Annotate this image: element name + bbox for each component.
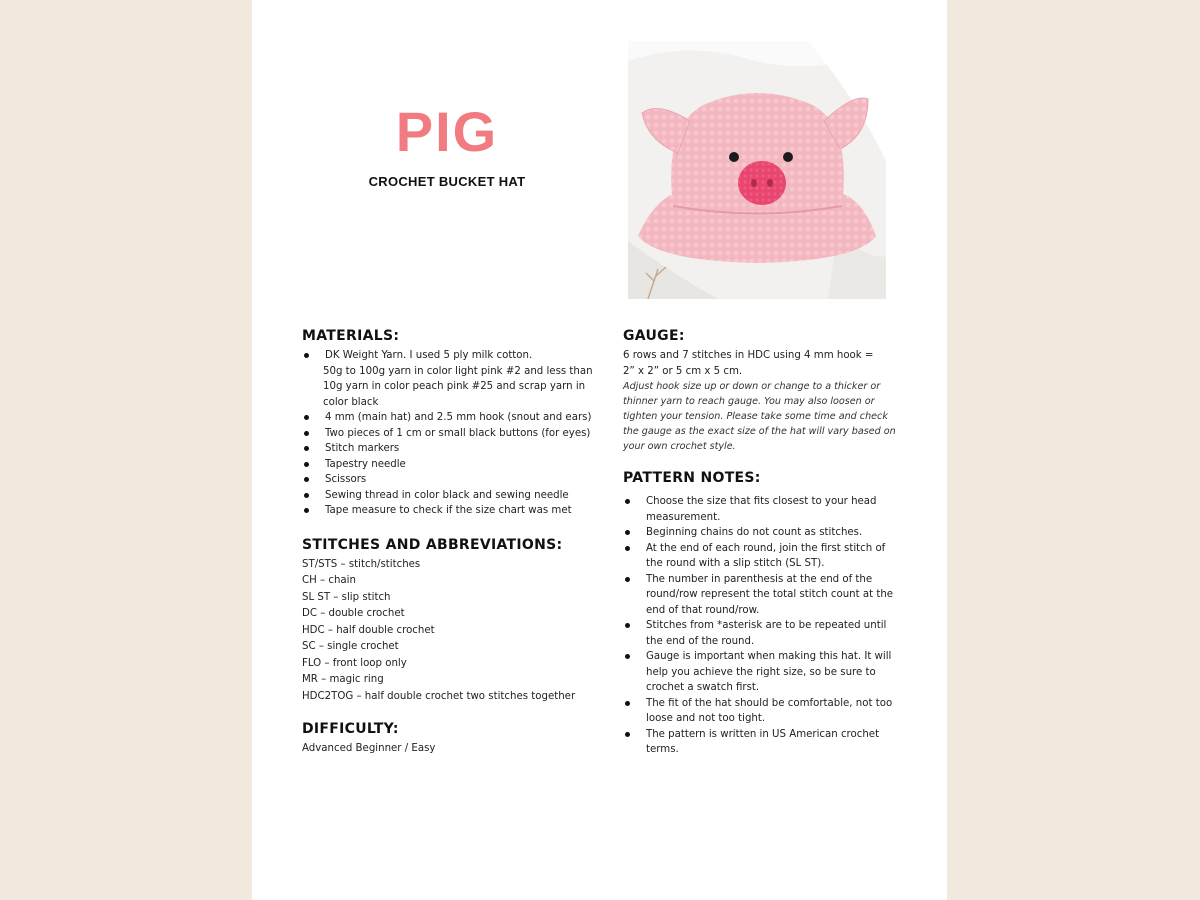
list-item: Choose the size that fits closest to your head measurement. — [623, 494, 903, 525]
difficulty-heading: DIFFICULTY: — [302, 721, 399, 737]
document-page — [252, 0, 947, 900]
list-item: Two pieces of 1 cm or small black buttons (for eyes) — [302, 426, 602, 442]
pattern-notes-list — [623, 494, 903, 758]
list-item: DK Weight Yarn. I used 5 ply milk cotton. — [302, 348, 602, 364]
list-item: SC – single crochet — [302, 641, 399, 652]
page-title: PIG — [395, 100, 499, 163]
page-subtitle: CROCHET BUCKET HAT — [368, 174, 526, 189]
list-item: Stitches from *asterisk are to be repeated until the end of the round. — [623, 618, 903, 649]
materials-list-rest — [302, 410, 602, 519]
gauge-heading: GAUGE: — [623, 328, 685, 344]
list-item: DC – double crochet — [302, 608, 405, 619]
list-item: HDC2TOG – half double crochet two stitches together — [302, 690, 576, 702]
list-item: 4 mm (main hat) and 2.5 mm hook (snout and ears) — [302, 410, 602, 426]
title-block — [322, 100, 572, 189]
list-item: CH – chain — [302, 575, 356, 586]
list-item: Scissors — [302, 472, 602, 488]
materials-section — [302, 328, 602, 519]
difficulty-text: Advanced Beginner / Easy — [302, 743, 436, 754]
left-column — [302, 328, 602, 773]
list-item: MR – magic ring — [302, 674, 384, 685]
list-item: Tape measure to check if the size chart was met — [302, 503, 602, 519]
list-item: The pattern is written in US American crochet terms. — [623, 727, 903, 758]
materials-list — [302, 348, 602, 364]
stitches-section — [302, 537, 602, 706]
gauge-note: Adjust hook size up or down or change to a thicker or thinner yarn to reach gauge. You may also loosen or tighten your tension. Please take some time and check the gauge as the exact size of the hat will vary based on your own crochet style. — [623, 381, 896, 452]
stitches-heading: STITCHES AND ABBREVIATIONS: — [302, 536, 563, 553]
list-item: At the end of each round, join the first stitch of the round with a slip stitch (SL ST). — [623, 541, 903, 572]
gauge-line-1: 6 rows and 7 stitches in HDC using 4 mm hook = — [623, 350, 874, 361]
list-item: HDC – half double crochet — [302, 624, 435, 636]
list-item: FLO – front loop only — [302, 657, 407, 669]
list-item: ST/STS – stitch/stitches — [302, 558, 421, 570]
list-item: Beginning chains do not count as stitches. — [623, 525, 903, 541]
pig-hat-photo — [628, 41, 886, 299]
gauge-section — [623, 328, 903, 454]
pattern-notes-heading: PATTERN NOTES: — [623, 470, 761, 486]
difficulty-section — [302, 721, 602, 757]
list-item: Sewing thread in color black and sewing needle — [302, 488, 602, 504]
gauge-line-2: 2” x 2” or 5 cm x 5 cm. — [623, 365, 743, 377]
list-item: Stitch markers — [302, 441, 602, 457]
list-item: The number in parenthesis at the end of the round/row represent the total stitch count at the end of that round/row. — [623, 572, 903, 619]
right-column — [623, 328, 903, 774]
list-item: SL ST – slip stitch — [302, 591, 391, 603]
materials-heading: MATERIALS: — [302, 328, 400, 344]
pig-hat-illustration — [628, 41, 886, 299]
materials-yarn-detail: 50g to 100g yarn in color light pink #2 and less than 10g yarn in color peach pink #25 and scrap yarn in color black — [323, 365, 593, 408]
list-item: Tapestry needle — [302, 457, 602, 473]
pattern-notes-section — [623, 470, 903, 758]
list-item: Gauge is important when making this hat. It will help you achieve the right size, so be sure to crochet a swatch first. — [623, 649, 903, 696]
list-item: The fit of the hat should be comfortable, not too loose and not too tight. — [623, 696, 903, 727]
